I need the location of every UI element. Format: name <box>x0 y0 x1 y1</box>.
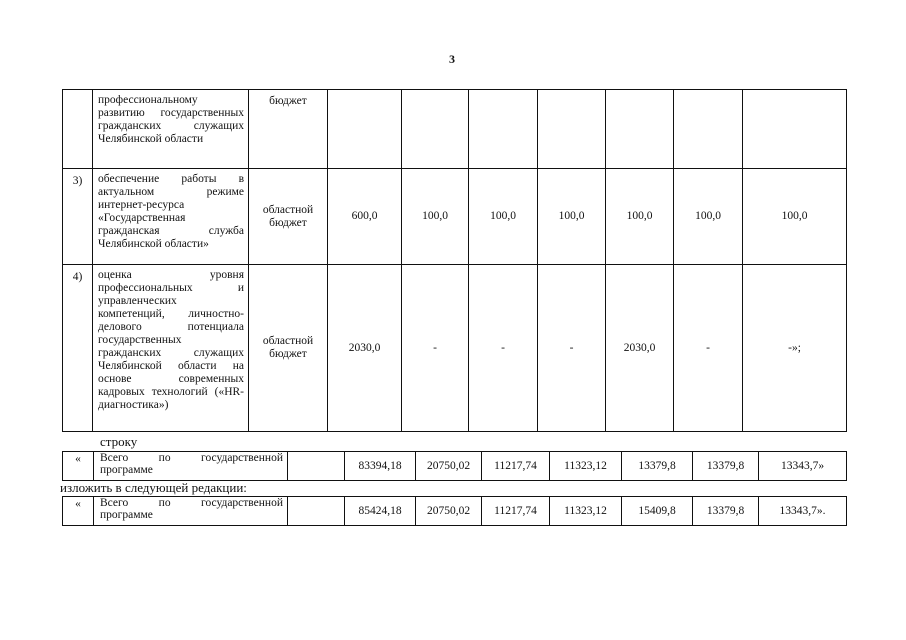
cell-year-6: 13343,7» <box>759 452 847 481</box>
cell-year-2: 100,0 <box>469 169 538 265</box>
cell-year-1: 100,0 <box>402 169 469 265</box>
cell-year-2: 11217,74 <box>482 497 550 526</box>
cell-year-5: - <box>674 265 743 432</box>
open-quote: « <box>63 452 94 481</box>
cell-year-6 <box>743 90 847 169</box>
cell-year-3: 11323,12 <box>550 497 622 526</box>
label-edit: изложить в следующей редакции: <box>60 480 247 495</box>
cell-year-1: 20750,02 <box>416 452 482 481</box>
cell-year-3: - <box>538 265 606 432</box>
cell-year-2: 11217,74 <box>482 452 550 481</box>
cell-year-1 <box>402 90 469 169</box>
cell-year-6: 13343,7». <box>759 497 847 526</box>
cell-year-5: 13379,8 <box>693 452 759 481</box>
cell-year-1: - <box>402 265 469 432</box>
row-source: областной бюджет <box>249 169 328 265</box>
cell-total: 2030,0 <box>328 265 402 432</box>
cell-year-6: -»; <box>743 265 847 432</box>
cell-year-5: 13379,8 <box>693 497 759 526</box>
empty-cell <box>288 452 345 481</box>
row-number: 4) <box>63 265 93 432</box>
table-row <box>63 265 847 432</box>
empty-cell <box>288 497 345 526</box>
row-description: оценка уровня профессиональных и управленческих компетенций, личностно-делового потенциала государственных гражданских служащих Челябинской области на основе современных кадровых технологий («HR-диагностика») <box>93 265 249 432</box>
cell-year-4: 13379,8 <box>622 452 693 481</box>
old-total-table <box>62 451 847 481</box>
cell-year-4 <box>606 90 674 169</box>
label-row: строку <box>100 434 138 449</box>
total-label: Всего по государственной программе <box>94 452 288 481</box>
cell-total: 600,0 <box>328 169 402 265</box>
cell-year-1: 20750,02 <box>416 497 482 526</box>
total-label: Всего по государственной программе <box>94 497 288 526</box>
cell-total <box>328 90 402 169</box>
row-description: профессиональному развитию государственных гражданских служащих Челябинской области <box>93 90 249 169</box>
cell-total: 83394,18 <box>345 452 416 481</box>
table-row <box>63 452 847 481</box>
row-source: областной бюджет <box>249 265 328 432</box>
cell-year-3: 11323,12 <box>550 452 622 481</box>
row-number <box>63 90 93 169</box>
cell-year-6: 100,0 <box>743 169 847 265</box>
row-description: обеспечение работы в актуальном режиме интернет-ресурса «Государственная гражданская служба Челябинской области» <box>93 169 249 265</box>
cell-year-4: 100,0 <box>606 169 674 265</box>
page-number: 3 <box>449 52 455 66</box>
cell-year-3 <box>538 90 606 169</box>
cell-year-4: 2030,0 <box>606 265 674 432</box>
open-quote: « <box>63 497 94 526</box>
row-number: 3) <box>63 169 93 265</box>
cell-year-2: - <box>469 265 538 432</box>
cell-year-5 <box>674 90 743 169</box>
cell-year-4: 15409,8 <box>622 497 693 526</box>
cell-total: 85424,18 <box>345 497 416 526</box>
cell-year-5: 100,0 <box>674 169 743 265</box>
table-row <box>63 497 847 526</box>
new-total-table <box>62 496 847 526</box>
table-row <box>63 169 847 265</box>
cell-year-2 <box>469 90 538 169</box>
program-table <box>62 89 847 432</box>
cell-year-3: 100,0 <box>538 169 606 265</box>
table-row <box>63 90 847 169</box>
row-source: бюджет <box>249 90 328 169</box>
